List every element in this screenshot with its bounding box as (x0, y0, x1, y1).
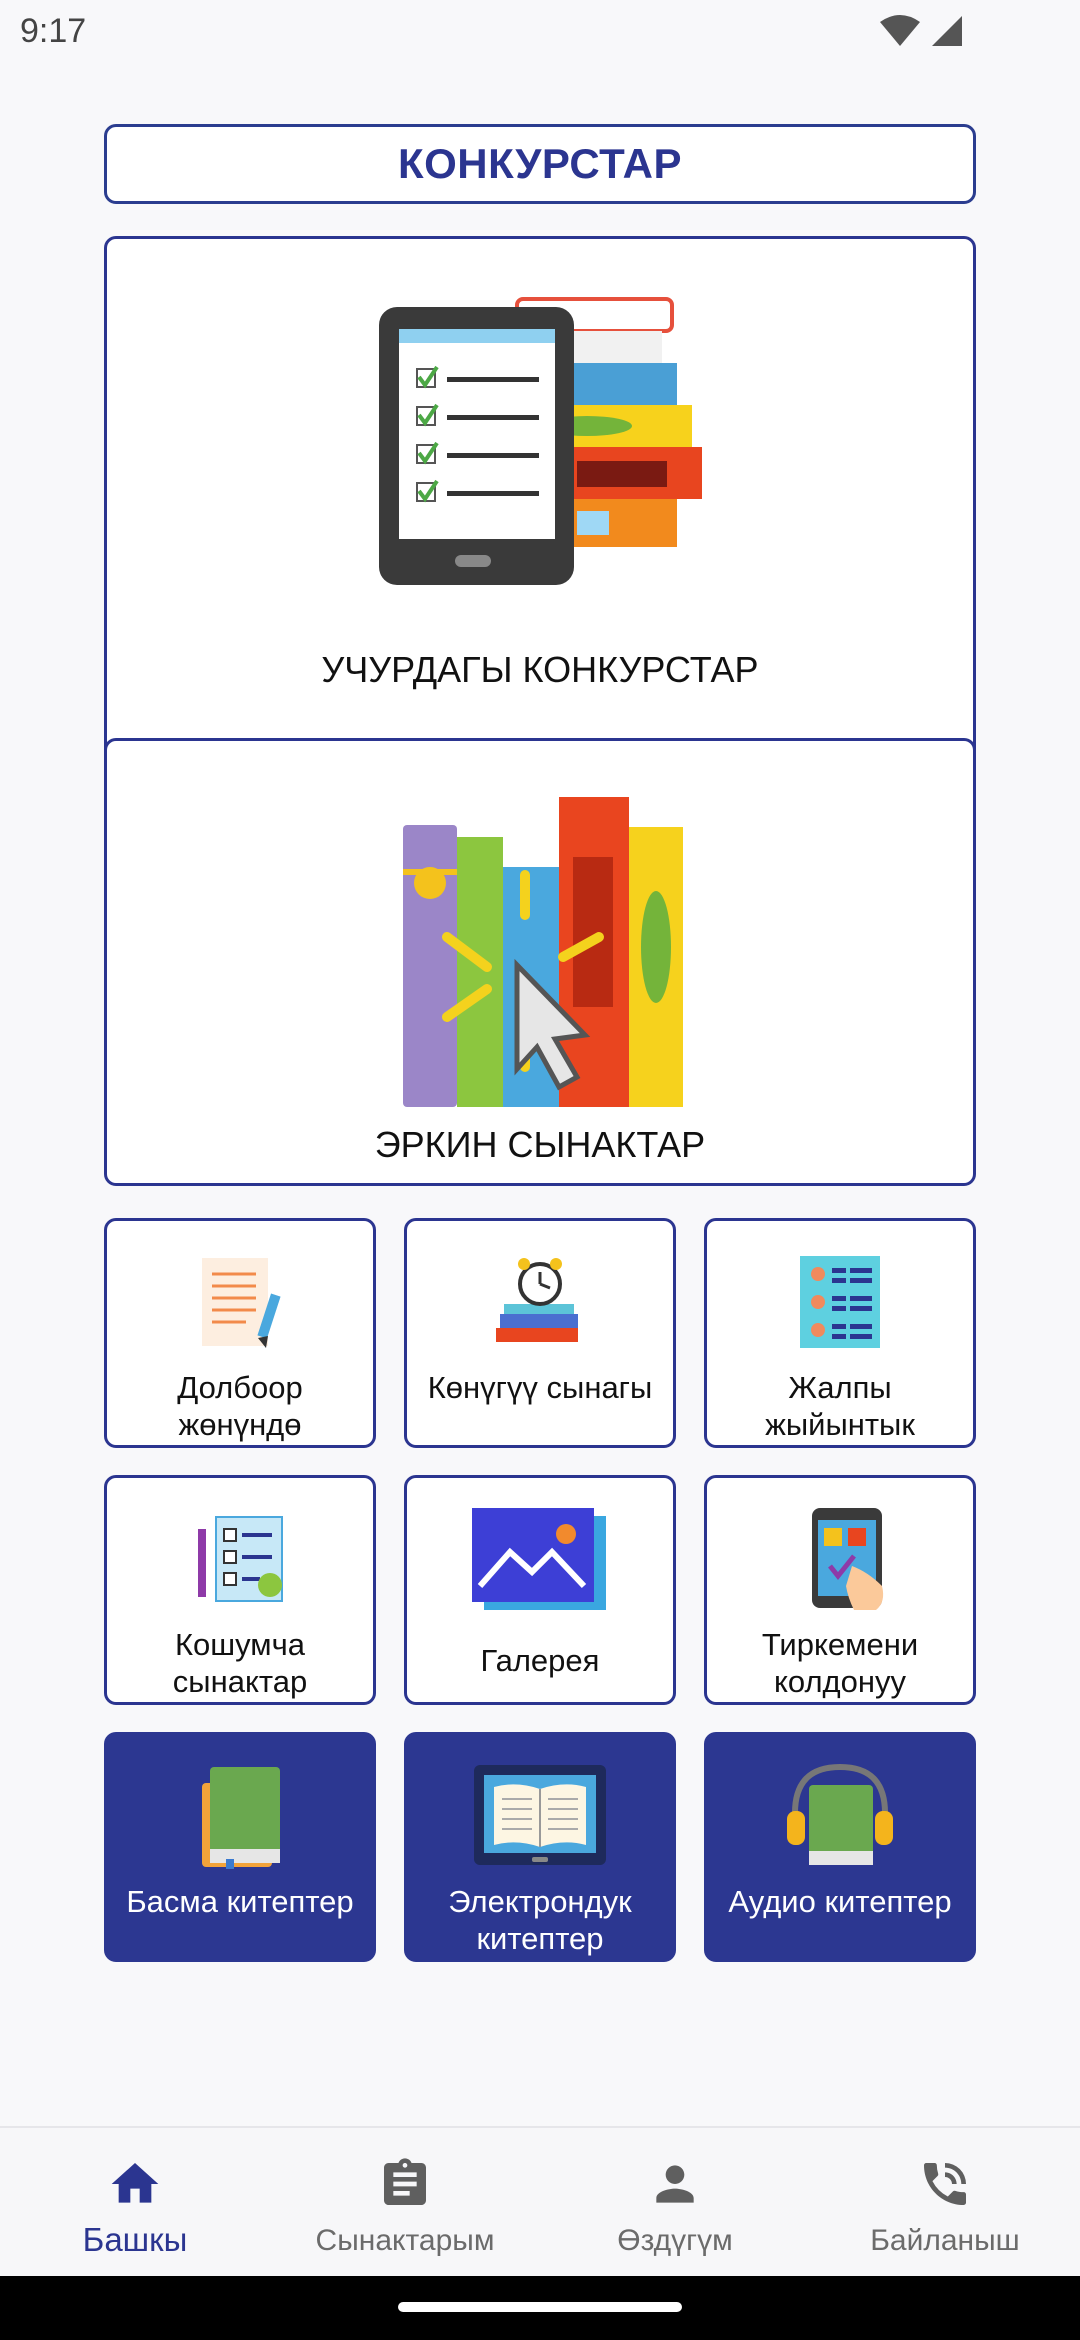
ebook-icon (407, 1763, 673, 1869)
ranking-list-icon (707, 1249, 973, 1355)
wifi-icon (880, 15, 920, 46)
nav-label: Байланыш (870, 2224, 1020, 2257)
tile-label: Кошумча сынактар (172, 1627, 308, 1699)
nav-label: Сынактарым (315, 2224, 495, 2257)
page-title: КОНКУРСТАР (104, 124, 976, 204)
nav-profile[interactable] (540, 2128, 810, 2276)
current-contests-card[interactable] (104, 236, 976, 816)
tile-about-project[interactable] (104, 1218, 376, 1448)
tile-label: Электрондук китептер (448, 1884, 632, 1956)
system-navigation-bar (0, 2276, 1080, 2340)
nav-label: Өздүгүм (617, 2224, 733, 2257)
nav-contact[interactable] (810, 2128, 1080, 2276)
tile-electronic-books[interactable] (404, 1732, 676, 1962)
tile-app-usage[interactable] (704, 1475, 976, 1705)
free-tests-label: ЭРКИН СЫНАКТАР (374, 1124, 706, 1165)
gallery-icon (407, 1506, 673, 1612)
tile-gallery[interactable] (404, 1475, 676, 1705)
tile-audio-books[interactable] (704, 1732, 976, 1962)
status-icons (878, 14, 968, 55)
document-pencil-icon (107, 1249, 373, 1355)
books-cursor-illustration (107, 777, 973, 1107)
tile-label: Тиркемени колдонуу (761, 1627, 919, 1699)
current-contests-label: УЧУРДАГЫ КОНКУРСТАР (321, 649, 759, 690)
nav-my-tests[interactable] (270, 2128, 540, 2276)
tile-label: Аудио китептер (728, 1884, 952, 1919)
checklist-icon (107, 1506, 373, 1612)
printed-book-icon (107, 1763, 373, 1869)
audiobook-icon (707, 1763, 973, 1869)
tile-additional-tests[interactable] (104, 1475, 376, 1705)
signal-icon (932, 16, 962, 46)
nav-home[interactable] (0, 2128, 270, 2276)
home-gesture-handle[interactable] (398, 2302, 682, 2312)
tile-overall-results[interactable] (704, 1218, 976, 1448)
nav-label: Башкы (82, 2221, 188, 2258)
home-icon (107, 2156, 163, 2212)
tile-label: Жалпы жыйынтык (765, 1370, 915, 1442)
tablet-books-illustration (107, 289, 973, 589)
tile-label: Көнүгүү сынагы (427, 1370, 653, 1405)
tile-practice-test[interactable] (404, 1218, 676, 1448)
tile-label: Галерея (480, 1643, 600, 1678)
clipboard-icon (377, 2156, 433, 2212)
person-icon (647, 2156, 703, 2212)
free-tests-card[interactable] (104, 738, 976, 1186)
tile-printed-books[interactable] (104, 1732, 376, 1962)
bottom-navigation (0, 2126, 1080, 2276)
status-time: 9:17 (20, 12, 87, 50)
alarm-books-icon (407, 1249, 673, 1355)
status-bar (0, 0, 1080, 64)
tile-label: Басма китептер (126, 1884, 354, 1919)
tile-label: Долбоор жөнүндө (177, 1370, 303, 1442)
phone-call-icon (917, 2156, 973, 2212)
phone-touch-icon (707, 1506, 973, 1612)
